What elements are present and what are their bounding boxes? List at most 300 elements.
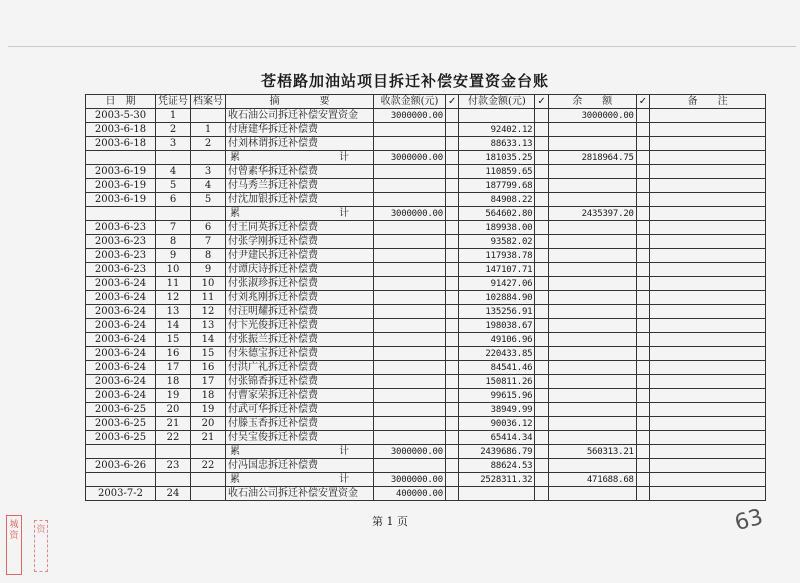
table-row	[86, 319, 766, 333]
cell-payment: 88624.53	[459, 459, 535, 473]
cell-balance	[548, 375, 636, 389]
subtotal-row	[86, 473, 766, 487]
header-summary: 摘 要	[226, 95, 374, 109]
cell-income	[374, 291, 446, 305]
cell-check-balance	[636, 151, 649, 165]
cell-date: 2003-6-23	[86, 221, 156, 235]
cell-balance	[548, 459, 636, 473]
cell-check-payment	[535, 193, 548, 207]
cell-check-balance	[636, 459, 649, 473]
cell-summary: 付张振兰拆迁补偿费	[226, 333, 374, 347]
cell-date: 2003-6-23	[86, 263, 156, 277]
cell-date	[86, 473, 156, 487]
cell-check-payment	[535, 165, 548, 179]
cell-remark	[650, 487, 766, 501]
cell-check-payment	[535, 417, 548, 431]
cell-balance	[548, 277, 636, 291]
cell-check-income	[446, 417, 459, 431]
cell-balance: 471688.68	[548, 473, 636, 487]
table-row	[86, 137, 766, 151]
cell-file: 19	[191, 403, 226, 417]
table-row	[86, 361, 766, 375]
cell-remark	[650, 333, 766, 347]
cell-check-balance	[636, 277, 649, 291]
subtotal-row	[86, 207, 766, 221]
cell-summary: 付王同英拆迁补偿费	[226, 221, 374, 235]
subtotal-label	[228, 152, 371, 164]
cell-payment: 564602.80	[459, 207, 535, 221]
cell-check-payment	[535, 109, 548, 123]
ledger-body	[86, 109, 766, 501]
cell-income: 3000000.00	[374, 151, 446, 165]
cell-check-income	[446, 389, 459, 403]
cell-check-payment	[535, 123, 548, 137]
table-row	[86, 249, 766, 263]
table-row	[86, 277, 766, 291]
cell-check-income	[446, 235, 459, 249]
cell-payment: 147107.71	[459, 263, 535, 277]
table-row	[86, 221, 766, 235]
cell-check-payment	[535, 151, 548, 165]
table-row	[86, 389, 766, 403]
cell-file	[191, 109, 226, 123]
cell-remark	[650, 291, 766, 305]
cell-file	[191, 487, 226, 501]
cell-summary	[226, 151, 374, 165]
table-row	[86, 459, 766, 473]
cell-file	[191, 207, 226, 221]
cell-remark	[650, 459, 766, 473]
cell-summary: 付朱德宝拆迁补偿费	[226, 347, 374, 361]
header-file: 档案号	[191, 95, 226, 109]
cell-payment: 102884.90	[459, 291, 535, 305]
cell-income	[374, 333, 446, 347]
cell-summary: 付洪广礼拆迁补偿费	[226, 361, 374, 375]
cell-check-payment	[535, 221, 548, 235]
header-balance: 余 额	[548, 95, 636, 109]
cell-file: 16	[191, 361, 226, 375]
cell-check-balance	[636, 445, 649, 459]
cell-check-payment	[535, 361, 548, 375]
cell-balance: 560313.21	[548, 445, 636, 459]
cell-check-income	[446, 319, 459, 333]
cell-check-income	[446, 459, 459, 473]
cell-income	[374, 431, 446, 445]
cell-summary: 收石油公司拆迁补偿安置资金	[226, 109, 374, 123]
table-row	[86, 263, 766, 277]
table-row	[86, 109, 766, 123]
cell-income: 3000000.00	[374, 207, 446, 221]
cell-remark	[650, 361, 766, 375]
cell-date: 2003-7-2	[86, 487, 156, 501]
cell-check-balance	[636, 319, 649, 333]
cell-check-payment	[535, 319, 548, 333]
cell-check-income	[446, 333, 459, 347]
cell-check-payment	[535, 179, 548, 193]
cell-balance	[548, 417, 636, 431]
cell-income	[374, 193, 446, 207]
cell-voucher: 22	[156, 431, 191, 445]
cell-income: 3000000.00	[374, 109, 446, 123]
cell-remark	[650, 305, 766, 319]
cell-summary: 付刘林谓拆迁补偿费	[226, 137, 374, 151]
cell-check-payment	[535, 431, 548, 445]
cell-date: 2003-6-24	[86, 347, 156, 361]
cell-voucher: 3	[156, 137, 191, 151]
cell-file: 17	[191, 375, 226, 389]
cell-check-balance	[636, 347, 649, 361]
cell-check-payment	[535, 375, 548, 389]
cell-check-payment	[535, 263, 548, 277]
cell-summary: 付吴宝俊拆迁补偿费	[226, 431, 374, 445]
cell-voucher: 14	[156, 319, 191, 333]
cell-voucher: 19	[156, 389, 191, 403]
cell-voucher: 12	[156, 291, 191, 305]
cell-income	[374, 277, 446, 291]
cell-remark	[650, 375, 766, 389]
cell-date: 2003-6-25	[86, 403, 156, 417]
cell-voucher: 4	[156, 165, 191, 179]
subtotal-row	[86, 151, 766, 165]
cell-file: 20	[191, 417, 226, 431]
table-row	[86, 375, 766, 389]
cell-check-income	[446, 123, 459, 137]
cell-check-income	[446, 221, 459, 235]
cell-check-balance	[636, 207, 649, 221]
subtotal-label	[228, 474, 371, 486]
cell-balance	[548, 403, 636, 417]
cell-voucher: 1	[156, 109, 191, 123]
cell-voucher: 15	[156, 333, 191, 347]
cell-income	[374, 249, 446, 263]
cell-check-income	[446, 263, 459, 277]
cell-check-balance	[636, 123, 649, 137]
subtotal-label-left: 累	[230, 445, 240, 457]
cell-check-payment	[535, 445, 548, 459]
cell-voucher: 17	[156, 361, 191, 375]
cell-summary	[226, 445, 374, 459]
cell-date: 2003-6-25	[86, 417, 156, 431]
cell-check-balance	[636, 179, 649, 193]
cell-file: 22	[191, 459, 226, 473]
cell-file: 11	[191, 291, 226, 305]
cell-check-balance	[636, 417, 649, 431]
cell-balance	[548, 179, 636, 193]
cell-balance	[548, 123, 636, 137]
cell-payment: 187799.68	[459, 179, 535, 193]
cell-remark	[650, 389, 766, 403]
cell-date: 2003-6-26	[86, 459, 156, 473]
cell-check-balance	[636, 333, 649, 347]
cell-remark	[650, 221, 766, 235]
table-row	[86, 431, 766, 445]
header-income: 收款金额(元)	[374, 95, 446, 109]
cell-payment: 117938.78	[459, 249, 535, 263]
cell-balance: 2435397.20	[548, 207, 636, 221]
cell-check-income	[446, 165, 459, 179]
cell-date: 2003-6-24	[86, 333, 156, 347]
cell-file: 4	[191, 179, 226, 193]
header-remark: 备 注	[650, 95, 766, 109]
cell-check-income	[446, 193, 459, 207]
cell-check-income	[446, 361, 459, 375]
cell-balance	[548, 291, 636, 305]
cell-voucher: 2	[156, 123, 191, 137]
cell-payment: 91427.06	[459, 277, 535, 291]
cell-check-payment	[535, 137, 548, 151]
cell-check-balance	[636, 487, 649, 501]
cell-payment: 135256.91	[459, 305, 535, 319]
cell-balance	[548, 361, 636, 375]
cell-date: 2003-6-19	[86, 165, 156, 179]
cell-check-payment	[535, 487, 548, 501]
cell-income	[374, 347, 446, 361]
cell-date	[86, 151, 156, 165]
cell-voucher: 16	[156, 347, 191, 361]
cell-date: 2003-6-25	[86, 431, 156, 445]
cell-check-payment	[535, 291, 548, 305]
header-check-balance: ✓	[636, 95, 649, 109]
cell-check-income	[446, 445, 459, 459]
cell-income	[374, 137, 446, 151]
red-stamp-secondary: 资	[34, 520, 48, 572]
subtotal-label	[228, 446, 371, 458]
cell-payment: 93582.02	[459, 235, 535, 249]
cell-payment: 38949.99	[459, 403, 535, 417]
cell-file: 12	[191, 305, 226, 319]
subtotal-label-left: 累	[230, 207, 240, 219]
cell-check-balance	[636, 473, 649, 487]
cell-remark	[650, 431, 766, 445]
cell-income	[374, 179, 446, 193]
cell-balance	[548, 235, 636, 249]
cell-payment: 181035.25	[459, 151, 535, 165]
cell-file: 1	[191, 123, 226, 137]
table-row	[86, 193, 766, 207]
cell-summary	[226, 207, 374, 221]
cell-check-balance	[636, 389, 649, 403]
cell-remark	[650, 319, 766, 333]
cell-check-balance	[636, 263, 649, 277]
subtotal-label-left: 累	[230, 151, 240, 163]
cell-check-balance	[636, 235, 649, 249]
cell-income	[374, 361, 446, 375]
cell-date: 2003-6-24	[86, 319, 156, 333]
cell-balance	[548, 193, 636, 207]
subtotal-label	[228, 208, 371, 220]
cell-remark	[650, 207, 766, 221]
cell-balance	[548, 221, 636, 235]
table-row	[86, 179, 766, 193]
cell-remark	[650, 137, 766, 151]
subtotal-label-left: 累	[230, 473, 240, 485]
cell-check-payment	[535, 235, 548, 249]
cell-balance	[548, 305, 636, 319]
cell-payment: 90036.12	[459, 417, 535, 431]
cell-check-balance	[636, 221, 649, 235]
cell-check-income	[446, 151, 459, 165]
cell-date: 2003-5-30	[86, 109, 156, 123]
cell-income: 3000000.00	[374, 473, 446, 487]
cell-check-balance	[636, 403, 649, 417]
cell-income	[374, 235, 446, 249]
top-rule	[8, 46, 796, 47]
table-row	[86, 333, 766, 347]
cell-summary: 付张淑珍拆迁补偿费	[226, 277, 374, 291]
cell-date: 2003-6-24	[86, 305, 156, 319]
cell-remark	[650, 347, 766, 361]
cell-summary: 付谭庆诗拆迁补偿费	[226, 263, 374, 277]
cell-check-income	[446, 375, 459, 389]
cell-file: 15	[191, 347, 226, 361]
cell-check-income	[446, 431, 459, 445]
cell-payment: 2439686.79	[459, 445, 535, 459]
cell-check-payment	[535, 403, 548, 417]
subtotal-label-right: 计	[339, 151, 349, 163]
cell-check-balance	[636, 249, 649, 263]
cell-income	[374, 123, 446, 137]
cell-balance	[548, 487, 636, 501]
cell-voucher	[156, 473, 191, 487]
cell-check-income	[446, 249, 459, 263]
header-voucher: 凭证号	[156, 95, 191, 109]
cell-summary: 付马秀兰拆迁补偿费	[226, 179, 374, 193]
cell-file	[191, 151, 226, 165]
subtotal-label-right: 计	[339, 473, 349, 485]
cell-check-income	[446, 207, 459, 221]
cell-summary: 付唐建华拆迁补偿费	[226, 123, 374, 137]
table-row	[86, 347, 766, 361]
cell-balance	[548, 249, 636, 263]
cell-income	[374, 263, 446, 277]
cell-income: 400000.00	[374, 487, 446, 501]
cell-date: 2003-6-24	[86, 361, 156, 375]
cell-remark	[650, 165, 766, 179]
cell-summary: 付汪明耀拆迁补偿费	[226, 305, 374, 319]
cell-date: 2003-6-19	[86, 179, 156, 193]
cell-voucher: 21	[156, 417, 191, 431]
cell-date	[86, 445, 156, 459]
cell-remark	[650, 473, 766, 487]
cell-voucher: 24	[156, 487, 191, 501]
cell-payment: 150811.26	[459, 375, 535, 389]
cell-file: 8	[191, 249, 226, 263]
cell-payment: 65414.34	[459, 431, 535, 445]
cell-income	[374, 403, 446, 417]
cell-summary: 付沈加银拆迁补偿费	[226, 193, 374, 207]
cell-check-payment	[535, 277, 548, 291]
cell-remark	[650, 417, 766, 431]
cell-date: 2003-6-24	[86, 389, 156, 403]
cell-summary: 付曹家荣拆迁补偿费	[226, 389, 374, 403]
cell-date: 2003-6-23	[86, 235, 156, 249]
cell-date: 2003-6-24	[86, 291, 156, 305]
table-row	[86, 235, 766, 249]
cell-voucher: 9	[156, 249, 191, 263]
cell-check-payment	[535, 473, 548, 487]
cell-voucher: 7	[156, 221, 191, 235]
cell-remark	[650, 179, 766, 193]
table-row	[86, 487, 766, 501]
cell-file: 18	[191, 389, 226, 403]
cell-voucher: 18	[156, 375, 191, 389]
cell-file: 13	[191, 319, 226, 333]
cell-summary: 付刘兆刚拆迁补偿费	[226, 291, 374, 305]
cell-payment: 84908.22	[459, 193, 535, 207]
handwritten-mark: 63	[732, 504, 766, 537]
cell-income	[374, 417, 446, 431]
cell-check-payment	[535, 389, 548, 403]
cell-payment: 110859.65	[459, 165, 535, 179]
cell-voucher: 8	[156, 235, 191, 249]
cell-check-balance	[636, 375, 649, 389]
cell-check-payment	[535, 305, 548, 319]
header-row	[86, 95, 766, 109]
cell-remark	[650, 235, 766, 249]
cell-voucher	[156, 445, 191, 459]
cell-check-income	[446, 277, 459, 291]
cell-summary: 付冯国忠拆迁补偿费	[226, 459, 374, 473]
cell-payment: 92402.12	[459, 123, 535, 137]
cell-file: 14	[191, 333, 226, 347]
cell-balance	[548, 389, 636, 403]
cell-date: 2003-6-19	[86, 193, 156, 207]
cell-balance	[548, 333, 636, 347]
cell-remark	[650, 109, 766, 123]
cell-date: 2003-6-18	[86, 123, 156, 137]
subtotal-row	[86, 445, 766, 459]
cell-date: 2003-6-18	[86, 137, 156, 151]
cell-voucher	[156, 151, 191, 165]
header-check-income: ✓	[446, 95, 459, 109]
cell-check-income	[446, 137, 459, 151]
cell-check-income	[446, 179, 459, 193]
cell-summary: 付张锦香拆迁补偿费	[226, 375, 374, 389]
cell-remark	[650, 193, 766, 207]
cell-file: 6	[191, 221, 226, 235]
cell-income	[374, 389, 446, 403]
header-date: 日 期	[86, 95, 156, 109]
cell-check-payment	[535, 333, 548, 347]
table-row	[86, 305, 766, 319]
cell-voucher: 11	[156, 277, 191, 291]
cell-file: 2	[191, 137, 226, 151]
cell-voucher: 6	[156, 193, 191, 207]
cell-remark	[650, 277, 766, 291]
cell-remark	[650, 123, 766, 137]
cell-file: 3	[191, 165, 226, 179]
table-row	[86, 291, 766, 305]
subtotal-label-right: 计	[339, 207, 349, 219]
cell-income	[374, 305, 446, 319]
cell-payment	[459, 487, 535, 501]
cell-file	[191, 445, 226, 459]
cell-check-payment	[535, 249, 548, 263]
cell-check-balance	[636, 361, 649, 375]
subtotal-label-right: 计	[339, 445, 349, 457]
cell-payment: 88633.13	[459, 137, 535, 151]
cell-payment: 189938.00	[459, 221, 535, 235]
cell-check-balance	[636, 137, 649, 151]
header-check-payment: ✓	[535, 95, 548, 109]
cell-payment	[459, 109, 535, 123]
cell-check-balance	[636, 431, 649, 445]
cell-voucher: 10	[156, 263, 191, 277]
cell-file	[191, 473, 226, 487]
ledger-table	[85, 94, 766, 501]
page-number: 第 1 页	[372, 515, 408, 528]
cell-summary: 付武可华拆迁补偿费	[226, 403, 374, 417]
